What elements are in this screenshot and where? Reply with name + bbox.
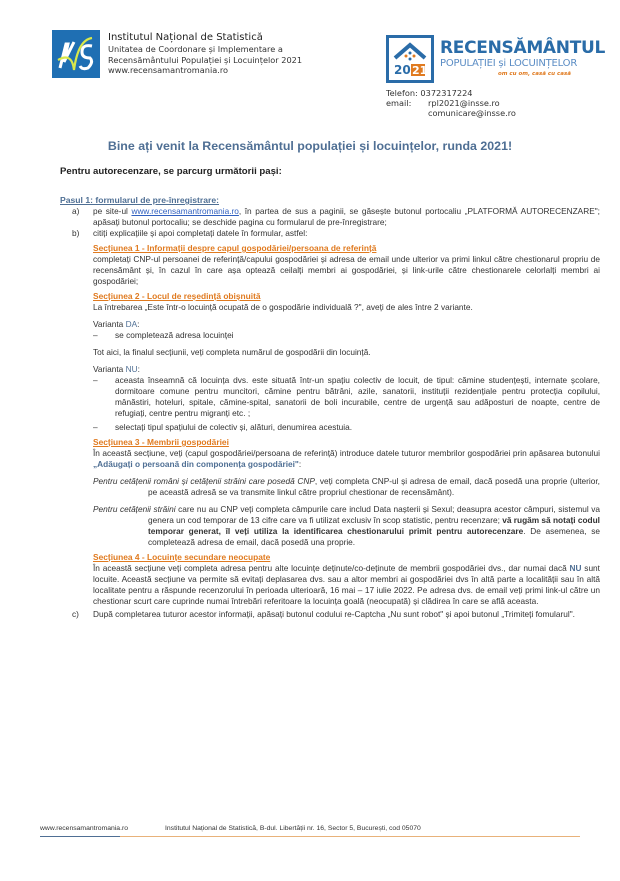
intro-text: Pentru autorecenzare, se parcurg următorii pași: — [60, 166, 282, 177]
main-content — [60, 195, 600, 620]
variant-nu-item: – aceasta înseamnă că locuința dvs. este situată într-un spațiu colectiv de locuit, de tipul: cămine studențești, internate școlare, dormitoare comune pentru muncitori, cămine pentru bătrâni, azile, sanatorii, instituții rezidențiale pentru protecția copilului, mânăstiri, hoteluri, spitale, cămine-spital, sanatorii de boli incurabile, centre de urgență sau adăposturi de noapte, centre de refugiați, centre pentru migranți etc. ; — [93, 375, 600, 418]
institution-name: Institutul Național de Statistică — [108, 32, 263, 43]
section-3-intro: În această secțiune, veți (capul gospodăriei/persoana de referință) introduce datele tuturor membrilor gospodăriei prin apăsarea butonului „Adăugați o persoană din componența gospodăriei": — [93, 448, 600, 469]
section-2 — [93, 291, 600, 433]
footer-website[interactable]: www.recensamantromania.ro — [40, 825, 129, 832]
footer-address: Institutul Național de Statistică, B-dul. Libertății nr. 16, Sector 5, București, cod 05070 — [165, 825, 421, 832]
email-rpl[interactable]: rpl2021@insse.ro — [428, 98, 500, 108]
section-3 — [93, 437, 600, 548]
census-logo — [386, 35, 434, 83]
institution-unit-line2: Recensământului Populației și Locuințelor 2021 — [108, 54, 303, 65]
section-4-title: Secțiunea 4 - Locuințe secundare neocupate — [93, 552, 271, 562]
item-c-text: După completarea tuturor acestor informații, apăsați butonul codului re-Captcha „Nu sunt robot" și apoi butonul „Trimiteți fomularul". — [93, 609, 575, 619]
list-item-c — [72, 609, 600, 620]
institution-info — [108, 32, 302, 76]
item-marker: b) — [72, 228, 80, 238]
variant-da-item: – se completează adresa locuinței — [93, 330, 234, 340]
section-3-paragraph-2: Pentru cetățenii străini care nu au CNP veți completa câmpurile care includ Data nașterii și Sexul; deasupra acestor câmpuri, sistemul va genera un cod temporar de 13 cifre care va fi utilizat exclusiv în scop statistic, pentru recenzare; vă rugăm să notați codul temporar generat, îl veți utiliza la identificarea chestionarului primit pentru autorecenzare. De asemenea, se completează adresa de email, dacă posedă una proprie. — [93, 504, 601, 547]
section-4 — [93, 552, 600, 607]
item-marker: c) — [72, 609, 79, 619]
ins-logo-icon — [52, 30, 100, 78]
svg-text:20: 20 — [394, 63, 411, 77]
census-tagline: om cu om, casă cu casă — [498, 71, 571, 77]
item-b-text: citiți explicațiile și apoi completați datele în formular, astfel: — [93, 228, 308, 238]
section-2-title: Secțiunea 2 - Locul de reședință obișnuită — [93, 291, 261, 301]
item-a-text: pe site-ul — [93, 206, 132, 216]
ins-logo — [52, 30, 100, 78]
phone-label: Telefon: — [386, 88, 418, 98]
footer-divider-accent — [40, 836, 120, 837]
section-1-text: completați CNP-ul persoanei de referință/capului gospodăriei și adresa de email unde ulterior va primi linkul către chestionarul propriu de recensământ și, în cazul în care așa optează ceilalți membri ai gospodăriei, și link-urile către chestionarele celorlalți membri ai gospodăriei; — [93, 254, 600, 286]
census-title: RECENSĂMÂNTUL — [440, 38, 606, 58]
section-3-paragraph-1: Pentru cetățenii români și cetățenii străini care posedă CNP, veți completa CNP-ul și adresa de email, dacă posedă una proprie (ulterior, pe această adresă se va transmite linkul către propriul chestionar de recensământ). — [93, 476, 600, 497]
section-1-title: Secțiunea 1 - Informații despre capul gospodăriei/persoana de referință — [93, 243, 377, 253]
variant-nu-item: – selectați tipul spațiului de colectiv și, alături, denumirea acestuia. — [93, 422, 353, 432]
section-4-text: În această secțiune veți completa adresa pentru alte locuințe deținute/co-deținute de membrii gospodăriei dvs., dar numai dacă NU sunt locuite. Această secțiune va permite să evitați deplasarea dvs. sau a altor membri ai gospodăriei dvs în altă parte a localității sau în altă localitate pentru a răspunde recenzorului în perioada ulterioară, 16 mai – 17 iulie 2022. Pe adresa dvs. de email veți primi link-ul către un chestionar scurt care cuprinde numai întrebări referitoare la locuința goală (neocupată) și clădirea în care se află aceasta. — [93, 563, 600, 606]
phone-number: 0372317224 — [420, 88, 473, 98]
footer — [40, 825, 580, 832]
item-marker: a) — [72, 206, 80, 216]
census-subtitle: POPULAȚIEI și LOCUINȚELOR — [440, 58, 578, 69]
section-1 — [93, 243, 600, 287]
website-link[interactable]: www.recensamantromania.ro — [131, 206, 239, 216]
page-title: Bine ați venit la Recensământul populației și locuințelor, runda 2021! — [107, 139, 513, 153]
item-a-text-after: , în partea de sus a paginii, se găsește butonul portocaliu „PLATFORMĂ AUTORECENZARE"; apăsați butonul portocaliu; se deschide pagina cu formularul de pre-înregistrare; — [93, 206, 600, 227]
house-2021-icon — [389, 38, 431, 80]
section-2-question: La întrebarea „Este într-o locuință ocupată de o gospodărie individuală ?", aveți de ales între 2 variante. — [93, 302, 473, 312]
list-item-b — [72, 228, 600, 239]
footer-divider — [40, 836, 580, 837]
email-comunicare[interactable]: comunicare@insse.ro — [428, 108, 516, 118]
list-item-a — [72, 206, 600, 228]
after-da-text: Tot aici, la finalul secțiunii, veți completa numărul de gospodării din locuință. — [93, 347, 371, 357]
contact-info — [386, 88, 516, 118]
svg-text:21: 21 — [412, 64, 428, 77]
variant-nu-label: Varianta NU: — [93, 364, 140, 374]
email-label: email: — [386, 98, 412, 108]
institution-website[interactable]: www.recensamantromania.ro — [108, 65, 229, 76]
variant-da-label: Varianta DA: — [93, 319, 140, 329]
section-3-title: Secțiunea 3 - Membrii gospodăriei — [93, 437, 229, 447]
institution-unit-line1: Unitatea de Coordonare și Implementare a — [108, 44, 283, 54]
step1-title: Pasul 1: formularul de pre-înregistrare: — [60, 195, 220, 205]
